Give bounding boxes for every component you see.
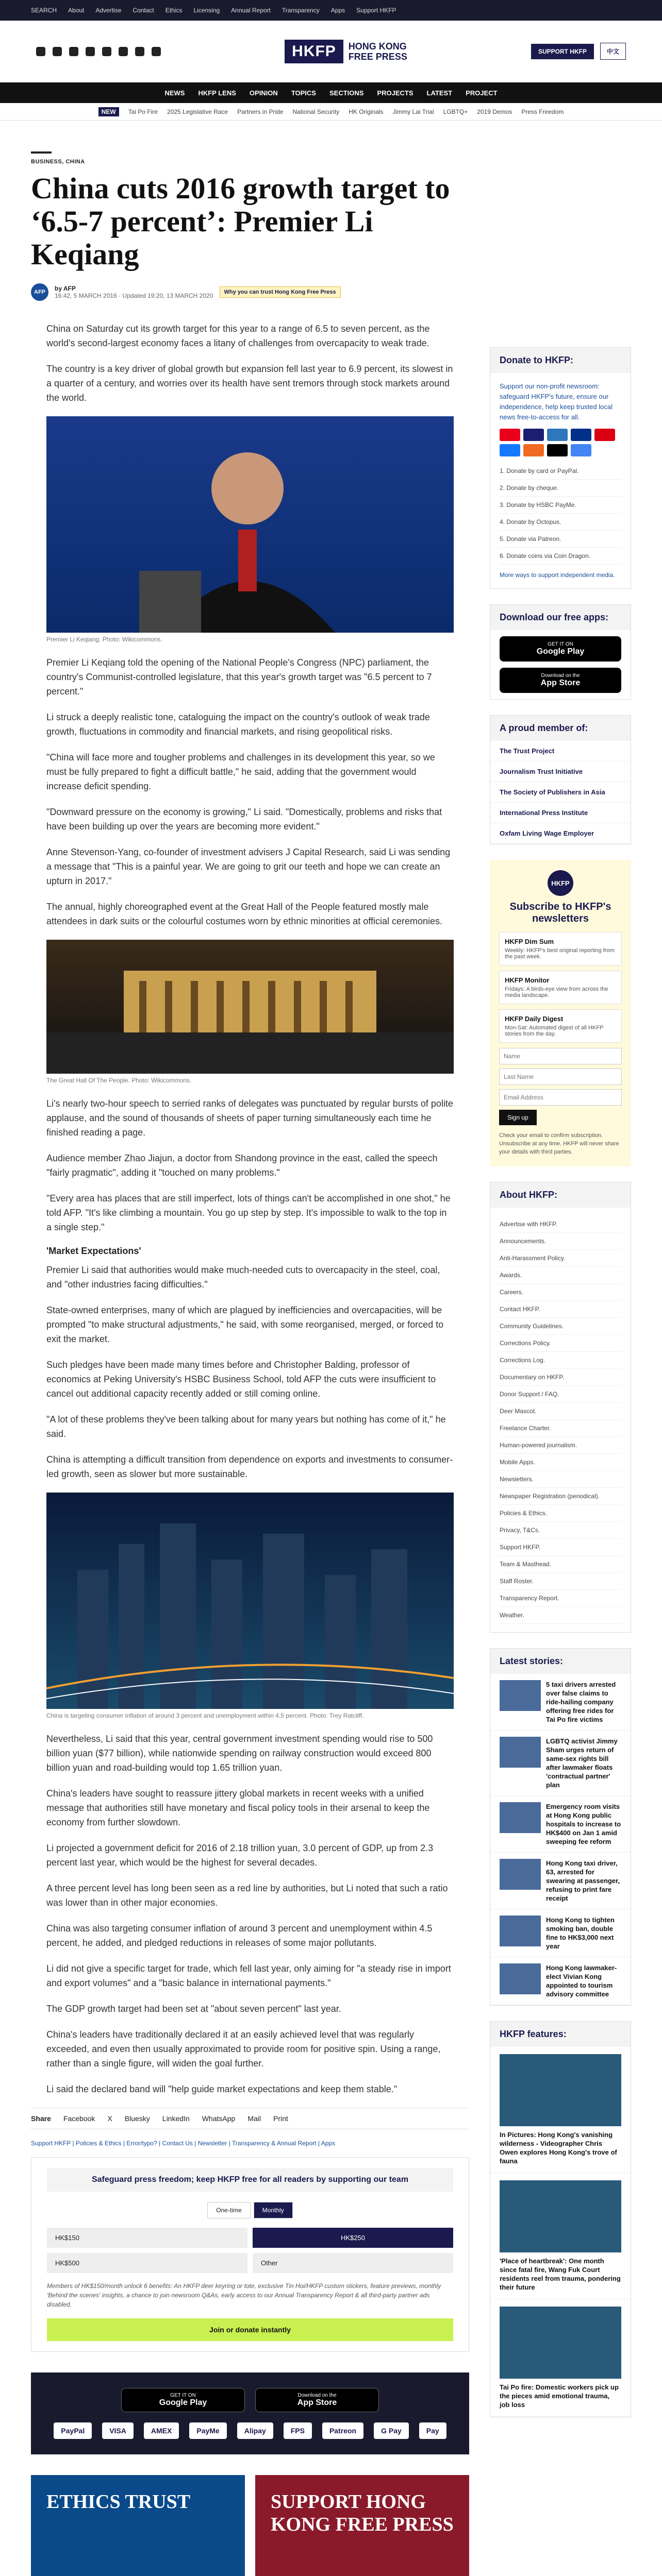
bluesky-icon[interactable] xyxy=(152,47,161,56)
donate-method[interactable]: 2. Donate by cheque. xyxy=(500,480,621,497)
trending-item[interactable]: Press Freedom xyxy=(521,108,564,115)
paragraph: Audience member Zhao Jiajun, a doctor from Shandong province in the east, called the speech "fairly pragmatic", adding it "touched on many problems." xyxy=(46,1153,438,1178)
about-link[interactable]: Advertise with HKFP. xyxy=(500,1216,621,1233)
alipay-icon xyxy=(500,444,520,456)
ethics-banner[interactable]: ETHICS TRUST xyxy=(31,2475,245,2576)
payment-logo[interactable]: FPS xyxy=(284,2422,312,2439)
google-play-small: GET IT ON xyxy=(170,2393,196,2398)
top-link[interactable]: SEARCH xyxy=(31,7,57,14)
top-link[interactable]: Ethics xyxy=(165,7,183,14)
amount-option-other[interactable]: Other xyxy=(253,2253,453,2273)
feature-image xyxy=(500,2054,621,2126)
payment-logo[interactable]: Patreon xyxy=(322,2422,363,2439)
payme-icon xyxy=(594,429,615,441)
trending-item[interactable]: LGBTQ+ xyxy=(443,108,468,115)
newsletter-heading: Subscribe to HKFP's newsletters xyxy=(509,901,611,924)
story-title: Hong Kong taxi driver, 63, arrested for swearing at passenger, refusing to print fare receipt xyxy=(546,1859,620,1902)
share-bar xyxy=(31,2108,469,2129)
story-title: Emergency room visits at Hong Kong public hospitals to increase to HK$400 on Jan 1 amid sweeping fee reform xyxy=(546,1803,621,1845)
trending-bar xyxy=(0,103,662,121)
footer-links[interactable]: Support HKFP | Policies & Ethics | Error/typo? | Contact Us | Newsletter | Transparency & Annual Report | Apps xyxy=(31,2140,336,2147)
payment-logo[interactable]: VISA xyxy=(102,2422,134,2439)
side-gp-small: GET IT ON xyxy=(548,641,573,647)
apple-pay-icon xyxy=(547,444,568,456)
x-icon[interactable] xyxy=(53,47,62,56)
paragraph: Anne Stevenson-Yang, co-founder of investment advisers J Capital Research, said Li was sending a message that "This is a painful year. We are going to grit our teeth and hope we can create an upturn in 2017." xyxy=(46,847,451,886)
city-illustration xyxy=(46,1493,454,1709)
story-thumbnail xyxy=(500,1963,541,1994)
feature-title: In Pictures: Hong Kong's vanishing wilderness - Videographer Chris Owen explores Hong Kong's trove of fauna xyxy=(500,2131,617,2165)
story-thumbnail xyxy=(500,1737,541,1768)
trending-label: NEW xyxy=(98,107,119,116)
byline xyxy=(31,283,469,301)
payment-logo[interactable]: G Pay xyxy=(374,2422,409,2439)
about-link[interactable]: Awards. xyxy=(500,1267,621,1284)
membership-note: Members of HK$150/month unlock 6 benefits: An HKFP deer keyring or tote, exclusive Tin Hoi/HKFP custom stickers, feature previews, monthly 'Behind the scenes' insights, a chance to join newsroom Q&As, early access to our Annual Transparency Report & all third-party partner ads disabled. xyxy=(47,2282,441,2308)
city-photo xyxy=(46,1493,454,1709)
facebook-icon[interactable] xyxy=(36,47,45,56)
about-link[interactable]: Policies & Ethics. xyxy=(500,1505,621,1522)
members-heading: A proud member of: xyxy=(490,716,631,741)
language-button[interactable]: 中文 xyxy=(600,43,626,60)
top-links xyxy=(31,7,396,14)
payment-logo[interactable]: Alipay xyxy=(237,2422,273,2439)
story-title: 5 taxi drivers arrested over false claims to ride-hailing company offering free rides for Tai Po fire victims xyxy=(546,1681,616,1723)
google-pay-icon xyxy=(571,444,591,456)
trending-item[interactable]: Jimmy Lai Trial xyxy=(392,108,434,115)
newsletter-logo: HKFP xyxy=(548,870,573,896)
top-link[interactable]: Annual Report xyxy=(231,7,271,14)
top-link[interactable]: Support HKFP xyxy=(356,7,396,14)
newsletter-option-desc: Mon-Sat: Automated digest of all HKFP stories from the day. xyxy=(505,1025,604,1037)
paragraph: A three percent level has long been seen as a red line by authorities, but Li noted that such a ratio was lower than in other major economies. xyxy=(46,1883,448,1908)
about-link[interactable]: Freelance Charter. xyxy=(500,1420,621,1437)
article-title: China cuts 2016 growth target to ‘6.5-7 percent’: Premier Li Keqiang xyxy=(31,172,450,271)
category-bar xyxy=(31,151,52,154)
donate-intro[interactable]: Support our non-profit newsroom: safeguard HKFP's future, ensure our independence, help keep trusted local news free-to-access for all. xyxy=(500,382,613,421)
paypal-icon xyxy=(571,429,591,441)
nav-item[interactable]: LATEST xyxy=(426,89,453,97)
about-link[interactable]: Staff Roster. xyxy=(500,1573,621,1590)
side-gp-label: Google Play xyxy=(536,647,585,656)
top-link[interactable]: Apps xyxy=(330,7,345,14)
donate-method[interactable]: 1. Donate by card or PayPal. xyxy=(500,463,621,480)
paragraph: "A lot of these problems they've been talking about for many years but nothing has come of it," he said. xyxy=(46,1414,446,1439)
payment-logo[interactable]: PayMe xyxy=(189,2422,226,2439)
paragraph: Li's nearly two-hour speech to serried ranks of delegates was punctuated by regular bursts of polite applause, and the sound of thousands of sheets of paper turning simultaneously each time he finished reading a page. xyxy=(46,1098,453,1138)
feature-title: 'Place of heartbreak': One month since fatal fire, Wang Fuk Court residents reel from trauma, pondering their future xyxy=(500,2257,621,2291)
trending-item[interactable]: Partners in Pride xyxy=(237,108,284,115)
logo-text xyxy=(349,41,407,62)
story-thumbnail xyxy=(500,1680,541,1711)
paragraph: China's leaders have sought to reassure jittery global markets in recent weeks with a unified message that authorities still have monetary and fiscal policy tools in their arsenal to keep the economy from further slowdown. xyxy=(46,1788,430,1827)
side-app-store[interactable] xyxy=(500,668,621,693)
paragraph: The annual, highly choreographed event at the Great Hall of the People featured mostly male attendees in dark suits or the colourful costumes worn by ethnic minorities at official ceremonies. xyxy=(46,902,443,926)
mastercard-icon xyxy=(500,429,520,441)
feature-image xyxy=(500,2307,621,2379)
photo-caption: Premier Li Keqiang. Photo: Wikicommons. xyxy=(46,636,162,643)
newsletter-options xyxy=(499,932,622,1043)
nav-item[interactable]: PROJECTS xyxy=(377,89,413,97)
latest-list xyxy=(490,1674,631,2005)
newsletter-option[interactable] xyxy=(499,1009,622,1043)
instagram-icon[interactable] xyxy=(69,47,78,56)
about-link[interactable]: Weather. xyxy=(500,1607,621,1624)
name-input[interactable] xyxy=(499,1048,622,1064)
story-title: LGBTQ activist Jimmy Sham urges return of same-sex rights bill after lawmaker floats 'contractual partner' plan xyxy=(546,1737,618,1789)
about-link[interactable]: Newspaper Registration (periodical). xyxy=(500,1488,621,1505)
paragraph: Nevertheless, Li said that this year, central government investment spending would rise to 500 billion yuan ($77 billion), while nationwide spending on railway construction would exceed 800 billion yuan and road-building would top 1.65 trillion yuan. xyxy=(46,1734,433,1773)
latest-heading: Latest stories: xyxy=(490,1649,631,1674)
story-thumbnail xyxy=(500,1859,541,1890)
feature-story[interactable] xyxy=(490,2173,631,2299)
paragraph: "Every area has places that are still imperfect, lots of things can't be accomplished in one shot," he told AFP. "It's like climbing a mountain. You go up step by step. It's impossible to walk to the top in a single step." xyxy=(46,1193,451,1232)
payment-logos xyxy=(46,2422,454,2439)
sidebar xyxy=(490,151,631,2576)
footer-apps xyxy=(31,2372,469,2454)
paragraph: Such pledges have been made many times before and Christopher Balding, professor of economics at Peking University's HSBC Business School, told AFP the cuts were insufficient to cancel out additional capacity recently added or still coming online. xyxy=(46,1360,436,1399)
about-link[interactable]: Announcements. xyxy=(500,1233,621,1250)
nav-item[interactable]: NEWS xyxy=(164,89,185,97)
share-link[interactable]: X xyxy=(107,2114,112,2123)
amex-icon xyxy=(547,429,568,441)
premier-photo xyxy=(46,416,454,633)
logo-line-2: FREE PRESS xyxy=(348,51,407,62)
newsletter-fine-print: Check your email to confirm subscription. Unsubscribe at any time. HKFP will never share your details with third parties. xyxy=(499,1132,619,1155)
great-hall-illustration xyxy=(46,940,454,1074)
main-nav xyxy=(0,82,662,103)
section-heading: 'Market Expectations' xyxy=(46,1246,141,1256)
share-link[interactable]: Facebook xyxy=(63,2114,95,2123)
support-banner[interactable]: SUPPORT HONG KONG FREE PRESS xyxy=(255,2475,469,2576)
feature-image xyxy=(500,2180,621,2252)
features-list xyxy=(490,2047,631,2417)
newsletter-option-title: HKFP Dim Sum xyxy=(505,938,554,945)
member-logo[interactable]: The Society of Publishers in Asia xyxy=(490,782,631,803)
newsletter-option-title: HKFP Daily Digest xyxy=(505,1015,564,1023)
telegram-icon[interactable] xyxy=(102,47,111,56)
share-label: Share xyxy=(31,2114,51,2123)
payment-logo[interactable]: Pay xyxy=(419,2422,446,2439)
about-link[interactable]: Newsletters. xyxy=(500,1471,621,1488)
paragraph: Li said the declared band will "help guide market expectations and keep them stable." xyxy=(46,2084,398,2094)
share-items xyxy=(63,2114,288,2123)
linkedin-icon[interactable] xyxy=(135,47,144,56)
paragraph: The country is a key driver of global growth but expansion fell last year to 6.9 percent, its slowest in a quarter of a century, and worries over its health have sent tremors through stock markets around the world. xyxy=(46,364,453,403)
donate-method[interactable]: 5. Donate via Patreon. xyxy=(500,531,621,548)
trending-item[interactable]: 2025 Legislative Race xyxy=(167,108,228,115)
site-header xyxy=(0,21,662,82)
paragraph: "China will face more and tougher problems and challenges in its development this year, so we must be fully prepared to fight a difficult battle," he said, adding that the government would increase deficit spending. xyxy=(46,752,435,791)
top-link[interactable]: Licensing xyxy=(193,7,220,14)
support-button[interactable]: SUPPORT HKFP xyxy=(531,44,594,59)
features-widget xyxy=(490,2021,631,2417)
signup-button[interactable]: Sign up xyxy=(499,1110,537,1125)
member-logo[interactable]: Oxfam Living Wage Employer xyxy=(490,823,631,844)
trending-items xyxy=(128,108,564,115)
latest-story[interactable] xyxy=(490,1731,631,1796)
story-title: Hong Kong lawmaker-elect Vivian Kong appointed to tourism advisory committee xyxy=(546,1964,617,1998)
app-store-button[interactable] xyxy=(255,2388,379,2412)
member-logo[interactable]: The Trust Project xyxy=(490,741,631,761)
side-as-small: Download on the xyxy=(541,673,580,679)
trending-item[interactable]: HK Originals xyxy=(349,108,384,115)
nav-item[interactable]: OPINION xyxy=(249,89,278,97)
about-link[interactable]: Mobile Apps. xyxy=(500,1454,621,1471)
visa-icon xyxy=(523,429,544,441)
members-widget xyxy=(490,715,631,844)
join-button[interactable]: Join or donate instantly xyxy=(47,2318,453,2341)
apps-heading: Download our free apps: xyxy=(490,605,631,630)
about-list xyxy=(500,1216,621,1624)
story-title: Hong Kong to tighten smoking ban, double fine to HK$3,000 next year xyxy=(546,1916,615,1950)
side-google-play[interactable] xyxy=(500,636,621,662)
latest-story[interactable] xyxy=(490,1796,631,1853)
member-list xyxy=(490,741,631,844)
donate-more-link[interactable]: More ways to support independent media. xyxy=(500,571,615,579)
paragraph: China on Saturday cut its growth target for this year to a range of 6.5 to seven percent, as the world's second-largest economy faces a litany of challenges from overcapacity to weak trade. xyxy=(46,324,430,348)
top-link[interactable]: Advertise xyxy=(95,7,122,14)
donate-title: Safeguard press freedom; keep HKFP free for all readers by supporting our team xyxy=(47,2168,453,2192)
great-hall-photo xyxy=(46,940,454,1074)
app-store-label: App Store xyxy=(297,2398,337,2407)
amount-option-selected[interactable]: HK$250 xyxy=(253,2228,453,2248)
donate-widget xyxy=(490,347,631,589)
paragraph: Li struck a deeply realistic tone, cataloguing the impact on the country's outlook of weak trade growth, fluctuations in commodity and financial markets, and rising geopolitical risks. xyxy=(46,712,430,737)
nav-item[interactable]: HKFP LENS xyxy=(198,89,236,97)
trending-item[interactable]: National Security xyxy=(292,108,340,115)
about-link[interactable]: Anti-Harassment Policy. xyxy=(500,1250,621,1267)
share-link[interactable]: WhatsApp xyxy=(202,2114,236,2123)
about-link[interactable]: Corrections Policy. xyxy=(500,1335,621,1352)
nav-item[interactable]: TOPICS xyxy=(291,89,316,97)
about-link[interactable]: Donor Support / FAQ. xyxy=(500,1386,621,1403)
threads-icon[interactable] xyxy=(86,47,95,56)
article-category[interactable]: BUSINESS, CHINA xyxy=(31,159,85,165)
top-bar xyxy=(0,0,662,21)
photo-caption: China is targeting consumer inflation of around 3 percent and unemployment within 4.5 percent. Photo: Trey Ratcliff. xyxy=(46,1712,364,1719)
top-link[interactable]: Transparency xyxy=(282,7,320,14)
share-link[interactable]: Bluesky xyxy=(124,2114,150,2123)
latest-widget xyxy=(490,1648,631,2006)
newsletter-option-desc: Weekly: HKFP's best original reporting from the past week. xyxy=(505,947,615,960)
newsletter-option[interactable] xyxy=(499,932,622,965)
newsletter-option-title: HKFP Monitor xyxy=(505,976,550,984)
member-logo[interactable]: Journalism Trust Initiative xyxy=(490,761,631,782)
tab-one-time[interactable]: One-time xyxy=(207,2202,250,2218)
tab-monthly[interactable]: Monthly xyxy=(254,2202,293,2218)
about-link[interactable]: Community Guidelines. xyxy=(500,1318,621,1335)
logo-box: HKFP xyxy=(285,40,343,63)
last-name-input[interactable] xyxy=(499,1069,622,1085)
google-play-button[interactable] xyxy=(121,2388,245,2412)
about-link[interactable]: Deer Mascot. xyxy=(500,1403,621,1420)
payment-badges xyxy=(500,429,621,456)
nav-item[interactable]: SECTIONS xyxy=(329,89,364,97)
features-heading: HKFP features: xyxy=(490,2022,631,2047)
side-as-label: App Store xyxy=(540,679,581,687)
paragraph: State-owned enterprises, many of which are plagued by inefficiencies and overcapacities, will be prompted "to make structural adjustments," he said, with some reorganised, merged, or forced to exit the market. xyxy=(46,1305,444,1344)
nav-item[interactable]: PROJECT xyxy=(466,89,498,97)
story-thumbnail xyxy=(500,1916,541,1946)
newsletter-widget xyxy=(490,860,631,1166)
about-link[interactable]: Contact HKFP. xyxy=(500,1301,621,1318)
article-date: 16:42, 5 MARCH 2016 · Updated 19:20, 13 MARCH 2020 xyxy=(55,292,213,299)
trending-item[interactable]: 2019 Demos xyxy=(477,108,512,115)
photo-caption: The Great Hall Of The People. Photo: Wikicommons. xyxy=(46,1077,192,1084)
premier-illustration xyxy=(46,416,454,633)
newsletter-option[interactable] xyxy=(499,971,622,1004)
donate-box xyxy=(31,2157,469,2352)
member-logo[interactable]: International Press Institute xyxy=(490,803,631,823)
story-thumbnail xyxy=(500,1802,541,1833)
trust-badge[interactable]: Why you can trust Hong Kong Free Press xyxy=(220,286,341,298)
email-input[interactable] xyxy=(499,1089,622,1106)
about-link[interactable]: Corrections Log. xyxy=(500,1352,621,1369)
trending-item[interactable]: Tai Po Fire xyxy=(128,108,158,115)
about-link[interactable]: Team & Masthead. xyxy=(500,1556,621,1573)
latest-story[interactable] xyxy=(490,1957,631,2005)
newsletter-option-desc: Fridays: A birds-eye view from across the media landscape. xyxy=(505,986,608,998)
author-avatar: AFP xyxy=(31,283,48,301)
about-link[interactable]: Transparency Report. xyxy=(500,1590,621,1607)
donate-method[interactable]: 4. Donate by Octopus. xyxy=(500,514,621,531)
latest-story[interactable] xyxy=(490,1853,631,1909)
article xyxy=(31,151,469,2576)
social-links xyxy=(36,47,161,56)
paragraph: China's leaders have traditionally declared it at an easily achieved level that was regularly exceeded, and even then usually approximated to provide room for positive spin. Using a range, rather than a single figure, will widen the goal further. xyxy=(46,2029,441,2069)
payment-logo[interactable]: PayPal xyxy=(54,2422,92,2439)
paragraph: The GDP growth target had been set at "about seven percent" last year. xyxy=(46,2004,341,2014)
logo-line-1: HONG KONG xyxy=(348,41,407,52)
google-play-label: Google Play xyxy=(159,2398,207,2407)
about-link[interactable]: Careers. xyxy=(500,1284,621,1301)
apps-widget xyxy=(490,604,631,700)
top-link[interactable]: Contact xyxy=(133,7,154,14)
paragraph: Li projected a government deficit for 2016 of 2.18 trillion yuan, 3.0 percent of GDP, up from 2.3 percent last year, which would be the highest for several decades. xyxy=(46,1843,434,1868)
donate-methods xyxy=(500,463,621,565)
about-link[interactable]: Human-powered journalism. xyxy=(500,1437,621,1454)
youtube-icon[interactable] xyxy=(119,47,128,56)
about-widget xyxy=(490,1182,631,1633)
latest-story[interactable] xyxy=(490,1909,631,1957)
paragraph: China is attempting a difficult transition from dependence on exports and investments to consumer-led growth, seen as slower but more sustainable. xyxy=(46,1454,453,1479)
amount-option[interactable]: HK$150 xyxy=(47,2228,247,2248)
about-link[interactable]: Privacy, T&Cs. xyxy=(500,1522,621,1539)
about-link[interactable]: Documentary on HKFP. xyxy=(500,1369,621,1386)
feature-story[interactable] xyxy=(490,2047,631,2173)
payment-logo[interactable]: AMEX xyxy=(144,2422,179,2439)
feature-story[interactable] xyxy=(490,2299,631,2417)
app-store-small: Download on the xyxy=(297,2393,337,2398)
amount-option[interactable]: HK$500 xyxy=(47,2253,247,2273)
paragraph: Premier Li Keqiang told the opening of the National People's Congress (NPC) parliament, the country's Communist-controlled legislature, that this year's growth target was "6.5 percent to 7 percent." xyxy=(46,657,432,697)
paragraph: Premier Li said that authorities would make much-needed cuts to overcapacity in the steel, coal, and "other industries facing difficulties." xyxy=(46,1265,440,1290)
share-link[interactable]: Print xyxy=(273,2114,288,2123)
donate-method[interactable]: 3. Donate by HSBC PayMe. xyxy=(500,497,621,514)
patreon-icon xyxy=(523,444,544,456)
donate-heading: Donate to HKFP: xyxy=(490,348,631,373)
site-logo[interactable] xyxy=(285,40,407,63)
paragraph: China was also targeting consumer inflation of around 3 percent and unemployment within 4.5 percent, he added, and pledged reductions in releases of some major pollutants. xyxy=(46,1923,433,1948)
about-link[interactable]: Support HKFP. xyxy=(500,1539,621,1556)
paragraph: Li did not give a specific target for trade, which fell last year, only aiming for "a steady rise in import and export volumes" and a "basic balance in international payments." xyxy=(46,1963,451,1988)
latest-story[interactable] xyxy=(490,1674,631,1731)
paragraph: "Downward pressure on the economy is growing," Li said. "Domestically, problems and risks that have been building up over the years are becoming more evident." xyxy=(46,807,442,832)
top-link[interactable]: About xyxy=(68,7,85,14)
about-heading: About HKFP: xyxy=(490,1182,631,1208)
feature-title: Tai Po fire: Domestic workers pick up the pieces amid emotional trauma, job loss xyxy=(500,2383,619,2409)
share-link[interactable]: Mail xyxy=(247,2114,261,2123)
donate-method[interactable]: 6. Donate coins via Coin Dragon. xyxy=(500,548,621,565)
author-name[interactable]: by AFP xyxy=(55,285,76,292)
share-link[interactable]: LinkedIn xyxy=(162,2114,190,2123)
